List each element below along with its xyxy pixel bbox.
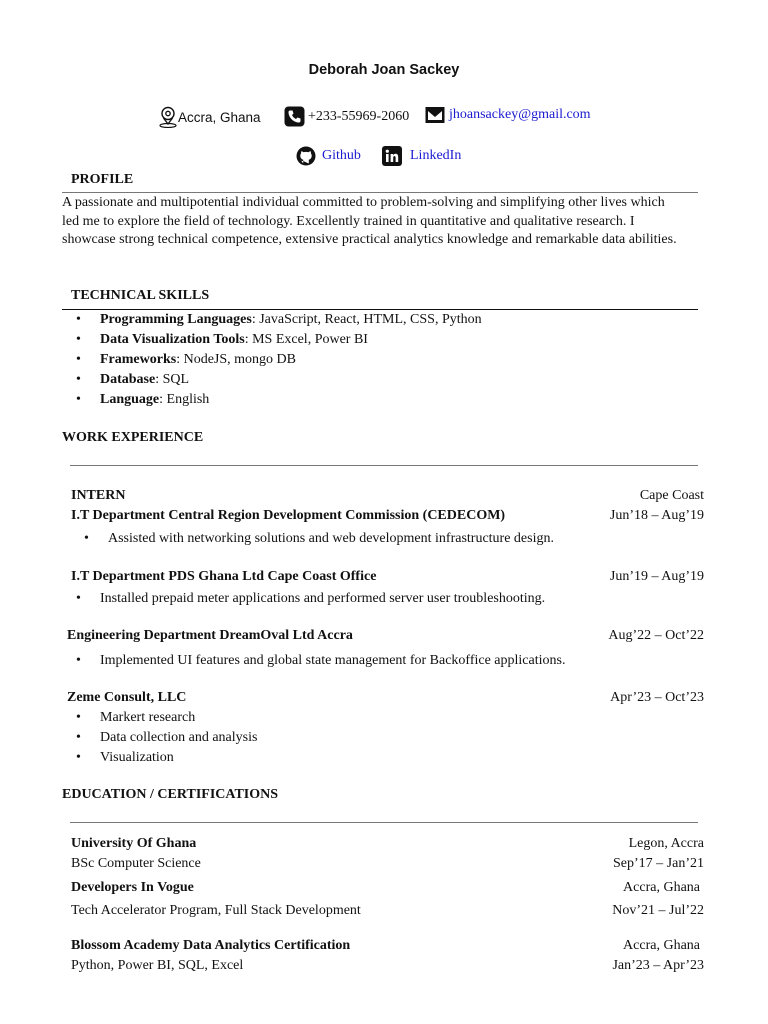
profile-divider [62, 192, 698, 193]
skill-item [100, 390, 482, 410]
education-heading: EDUCATION / CERTIFICATIONS [62, 787, 279, 802]
job-bullet: • Implemented UI features and global state management for Backoffice applications. [100, 651, 565, 671]
edu-date: Sep’17 – Jan’21 [613, 856, 704, 871]
work-divider [70, 465, 698, 466]
edu-school: Developers In Vogue [71, 880, 194, 895]
skill-label: Database [100, 372, 156, 387]
job-bullet: • Assisted with networking solutions and web development infrastructure design. [108, 529, 554, 549]
job-date: Jun’19 – Aug’19 [609, 569, 704, 584]
contact-github[interactable] [296, 146, 361, 166]
job-org: I.T Department Central Region Development Commission (CEDECOM) [71, 508, 506, 523]
edu-location: Accra, Ghana [623, 938, 700, 953]
skill-label: Frameworks [100, 352, 177, 367]
intern-location: Cape Coast [639, 488, 704, 503]
resume-name: Deborah Joan Sackey [308, 62, 460, 78]
profile-text: A passionate and multipotential individual committed to problem-solving and simplifying other lives which led me to explore the field of technology. Excellently trained in quantitative and qualitative research. I showcase strong technical competence, extensive practical analytics knowledge and remarkable data abilities. [62, 195, 677, 247]
skill-item [100, 370, 482, 390]
job-date: Jun’18 – Aug’19 [609, 508, 704, 523]
skill-item [100, 350, 482, 370]
skills-list [100, 310, 482, 410]
edu-date: Nov’21 – Jul’22 [612, 903, 704, 918]
job-bullets [108, 529, 554, 549]
edu-detail: Tech Accelerator Program, Full Stack Development [71, 903, 361, 918]
skill-value: : English [159, 392, 210, 407]
job-org: I.T Department PDS Ghana Ltd Cape Coast Office [71, 569, 377, 584]
phone-text: +233-55969-2060 [308, 108, 410, 124]
github-icon [296, 146, 316, 166]
education-divider [70, 822, 698, 823]
contact-location [158, 106, 261, 128]
skill-value: : NodeJS, mongo DB [176, 352, 296, 367]
skill-item [100, 310, 482, 330]
job-date: Apr’23 – Oct’23 [610, 690, 704, 705]
email-link[interactable]: jhoansackey@gmail.com [449, 107, 591, 122]
skills-heading: TECHNICAL SKILLS [71, 288, 210, 303]
linkedin-link[interactable]: LinkedIn [410, 148, 462, 163]
skill-value: : MS Excel, Power BI [244, 332, 368, 347]
contact-phone [284, 106, 409, 127]
edu-location: Accra, Ghana [623, 880, 700, 895]
job-bullets [100, 651, 565, 671]
job-bullet: • Markert research [100, 708, 257, 728]
edu-school: University Of Ghana [71, 836, 197, 851]
contact-email[interactable] [425, 106, 591, 124]
github-link[interactable]: Github [322, 148, 361, 163]
skill-value: : SQL [155, 372, 190, 387]
intern-title: INTERN [71, 488, 126, 503]
edu-detail: BSc Computer Science [71, 856, 201, 871]
job-bullet: • Visualization [100, 748, 257, 768]
contact-linkedin[interactable] [382, 146, 461, 166]
skill-label: Programming Languages [100, 312, 252, 327]
work-heading: WORK EXPERIENCE [62, 430, 204, 445]
job-bullets [100, 708, 257, 768]
edu-school: Blossom Academy Data Analytics Certification [71, 938, 351, 953]
linkedin-icon [382, 146, 402, 166]
job-date: Aug’22 – Oct’22 [608, 628, 704, 643]
location-pin-icon [158, 106, 178, 128]
edu-date: Jan’23 – Apr’23 [612, 958, 704, 973]
skill-item [100, 330, 482, 350]
location-text: Accra, Ghana [178, 109, 261, 125]
job-bullet: • Data collection and analysis [100, 728, 257, 748]
skill-label: Language [100, 392, 160, 407]
job-org: Engineering Department DreamOval Ltd Accra [67, 628, 353, 643]
job-bullet: • Installed prepaid meter applications and performed server user troubleshooting. [100, 589, 545, 609]
phone-icon [284, 106, 305, 127]
profile-heading: PROFILE [71, 172, 134, 187]
job-bullets [100, 589, 545, 609]
email-icon [425, 106, 445, 124]
job-org: Zeme Consult, LLC [67, 690, 187, 705]
edu-detail: Python, Power BI, SQL, Excel [71, 958, 244, 973]
edu-location: Legon, Accra [628, 836, 704, 851]
skill-value: : JavaScript, React, HTML, CSS, Python [251, 312, 482, 327]
skill-label: Data Visualization Tools [100, 332, 245, 347]
